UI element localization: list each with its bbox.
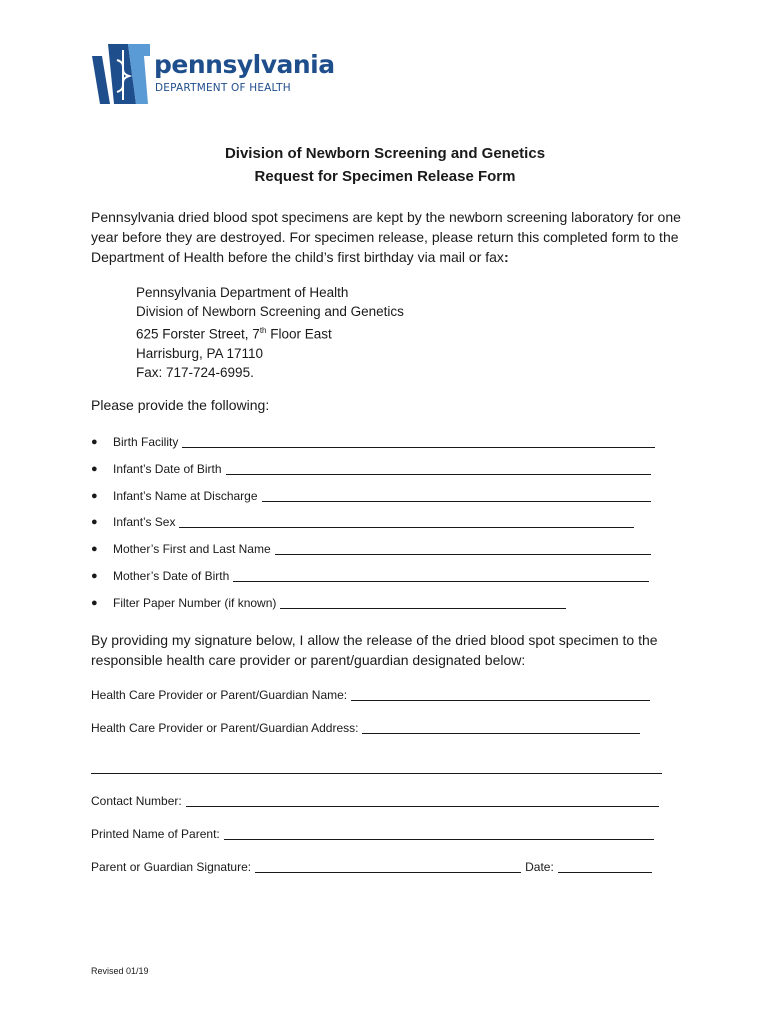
intro-colon: : — [503, 249, 509, 265]
infant-name-field[interactable] — [262, 488, 651, 502]
printed-name-label: Printed Name of Parent: — [91, 827, 220, 841]
address-line-3 — [136, 321, 404, 344]
logo-wordmark: pennsylvania — [154, 50, 335, 79]
list-item — [91, 541, 671, 568]
signature-row — [91, 859, 652, 875]
provider-name-label: Health Care Provider or Parent/Guardian Name: — [91, 688, 348, 702]
required-info-list — [91, 434, 671, 622]
provider-address-label: Health Care Provider or Parent/Guardian Address: — [91, 721, 359, 735]
bullet-icon: ● — [91, 462, 98, 475]
intro-paragraph — [91, 207, 691, 267]
logo-department: DEPARTMENT OF HEALTH — [155, 82, 291, 94]
list-item — [91, 488, 671, 515]
infant-dob-field[interactable] — [226, 461, 651, 475]
address-street: 625 Forster Street, 7 — [136, 326, 260, 342]
printed-name-field[interactable] — [224, 826, 654, 840]
provider-name-row — [91, 687, 650, 703]
intro-text: Pennsylvania dried blood spot specimens are kept by the newborn screening laboratory for one year before they are destroyed. For specimen release, please return this completed form to the Department of Health before the child’s first birthday via mail or fax — [91, 209, 681, 265]
consent-paragraph: By providing my signature below, I allow the release of the dried blood spot specimen to the responsible health care provider or parent/guardian designated below: — [91, 632, 658, 668]
address-line-1: Pennsylvania Department of Health — [136, 285, 349, 300]
revision-note: Revised 01/19 — [91, 966, 149, 976]
infant-sex-field[interactable] — [179, 514, 634, 528]
contact-number-row — [91, 793, 659, 809]
address-floor: Floor East — [266, 326, 332, 342]
infant-name-label: Infant’s Name at Discharge — [113, 488, 258, 503]
mother-dob-field[interactable] — [233, 568, 649, 582]
date-label: Date: — [525, 860, 554, 874]
address-line-2: Division of Newborn Screening and Genetics — [136, 304, 404, 319]
signature-label: Parent or Guardian Signature: — [91, 860, 252, 874]
mother-name-field[interactable] — [275, 541, 651, 555]
list-item — [91, 568, 671, 595]
bullet-icon: ● — [91, 596, 98, 609]
printed-name-row — [91, 826, 654, 842]
form-division-title: Division of Newborn Screening and Genetics — [224, 145, 546, 162]
form-title: Request for Specimen Release Form — [254, 168, 516, 185]
filter-paper-label: Filter Paper Number (if known) — [113, 595, 277, 610]
bullet-icon: ● — [91, 569, 98, 582]
infant-sex-label: Infant’s Sex — [113, 515, 176, 530]
keystone-caduceus-logo-icon — [92, 44, 150, 104]
provider-address-field[interactable] — [362, 720, 640, 734]
date-field[interactable] — [558, 859, 652, 873]
mother-dob-label: Mother’s Date of Birth — [113, 568, 230, 583]
mother-name-label: Mother’s First and Last Name — [113, 542, 271, 557]
infant-dob-label: Infant’s Date of Birth — [113, 461, 222, 476]
provider-address-line-2-field[interactable] — [91, 760, 662, 774]
list-item — [91, 514, 671, 541]
provider-address-row — [91, 720, 640, 736]
bullet-icon: ● — [91, 436, 98, 448]
bullet-icon: ● — [91, 489, 98, 502]
birth-facility-field[interactable] — [182, 434, 655, 448]
list-item — [91, 461, 671, 488]
address-line-4: Harrisburg, PA 17110 — [136, 345, 264, 361]
bullet-icon: ● — [91, 543, 98, 556]
pa-health-logo — [92, 44, 335, 106]
address-ordinal: th — [259, 326, 267, 335]
signature-field[interactable] — [255, 859, 521, 873]
provide-heading: Please provide the following: — [91, 397, 270, 413]
provider-name-field[interactable] — [351, 687, 650, 701]
list-item — [91, 434, 671, 461]
address-fax: Fax: 717-724-6995. — [136, 364, 254, 380]
contact-number-field[interactable] — [186, 793, 659, 807]
contact-number-label: Contact Number: — [91, 794, 182, 808]
bullet-icon: ● — [91, 516, 98, 529]
filter-paper-field[interactable] — [280, 595, 566, 609]
mailing-address — [136, 283, 404, 382]
list-item — [91, 595, 671, 622]
birth-facility-label: Birth Facility — [113, 435, 179, 449]
